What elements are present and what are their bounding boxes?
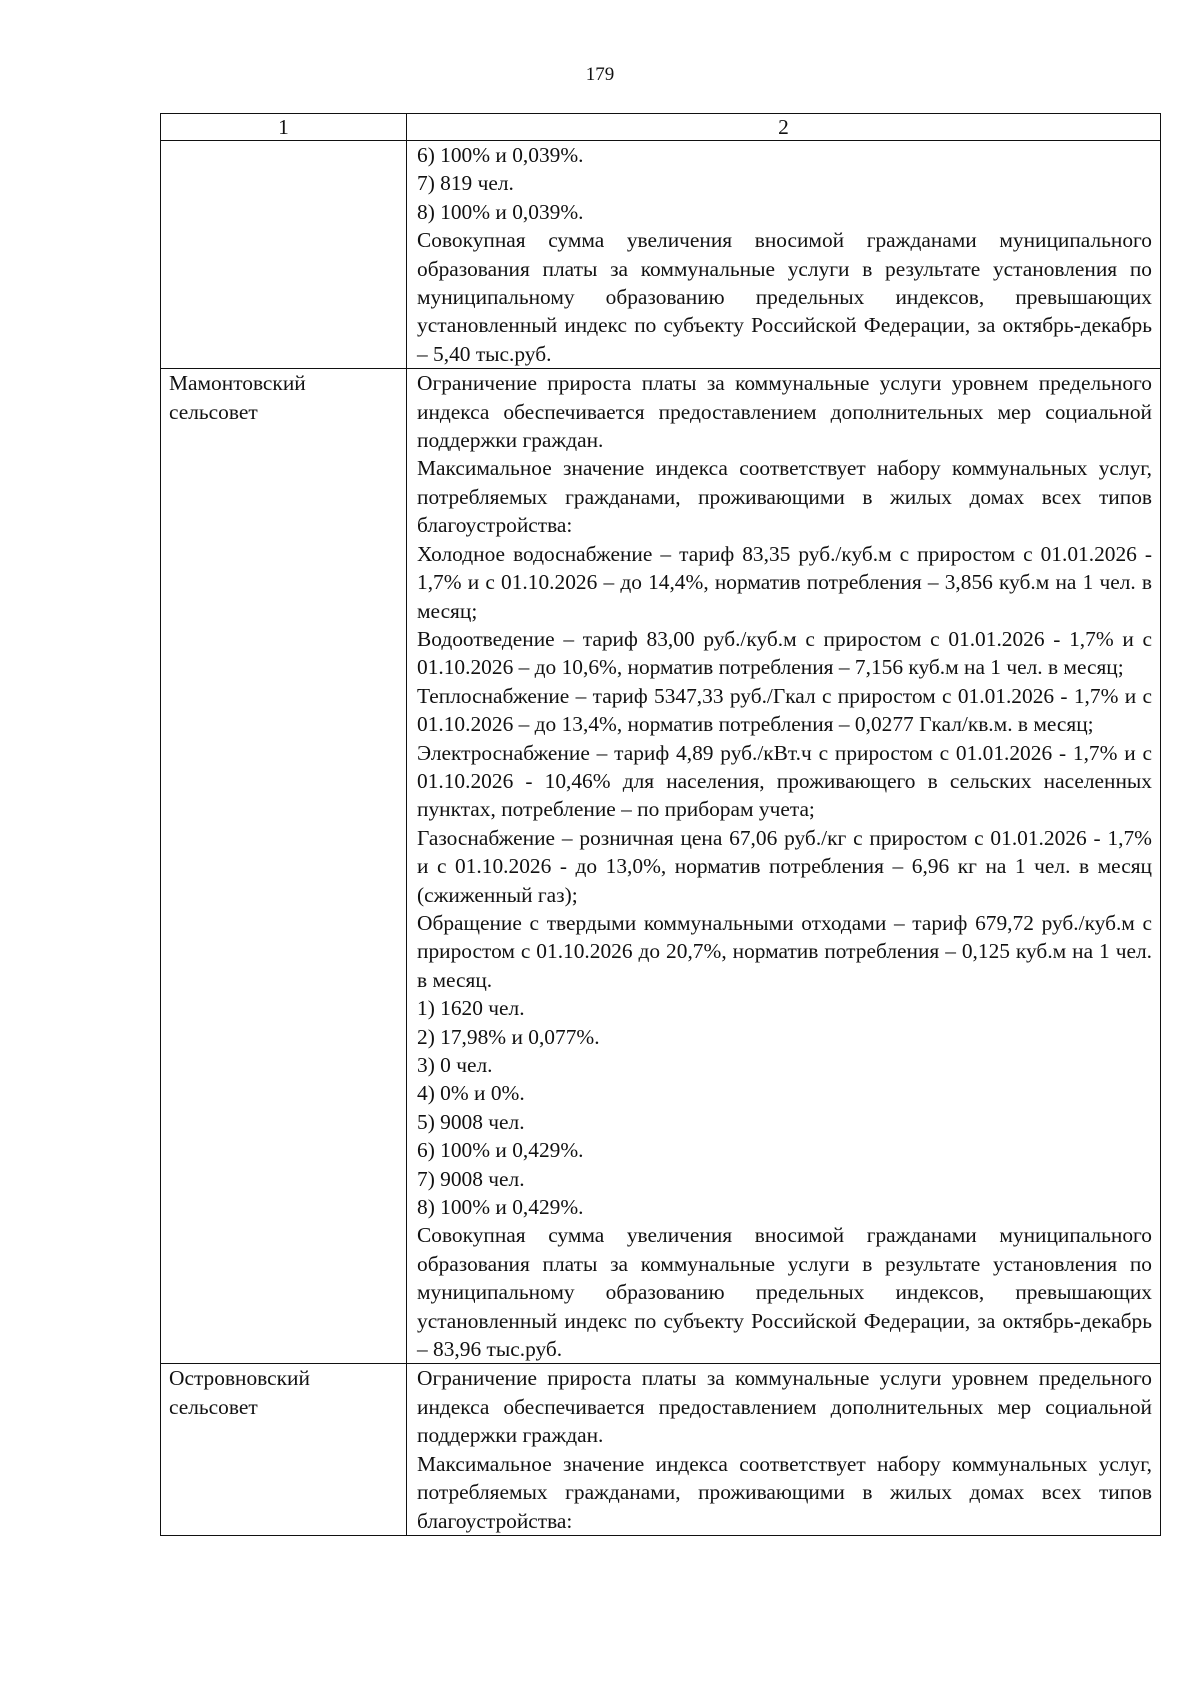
- text-paragraph: Обращение с твердыми коммунальными отходами – тариф 679,72 руб./куб.м с приростом с 01.10.2026 до 20,7%, норматив потребления – 0,125 куб.м на 1 чел. в месяц.: [417, 910, 1152, 992]
- text-paragraph: Совокупная сумма увеличения вносимой гражданами муниципального образования платы за коммунальные услуги в результате установления по муниципальному образованию предельных индексов, превышающих установленный индекс по субъекту Российской Федерации, за октябрь-декабрь – 83,96 тыс.руб.: [417, 1223, 1152, 1362]
- page-number: 179: [585, 64, 615, 85]
- municipality-name: [161, 141, 407, 369]
- text-line: 4) 0% и 0%.: [417, 1081, 525, 1106]
- text-paragraph: Совокупная сумма увеличения вносимой гражданами муниципального образования платы за коммунальные услуги в результате установления по муниципальному образованию предельных индексов, превышающих установленный индекс по субъекту Российской Федерации, за октябрь-декабрь – 5,40 тыс.руб.: [417, 228, 1152, 366]
- municipality-name: Островновский сельсовет: [161, 1364, 407, 1535]
- column-header-1: 1: [161, 114, 407, 141]
- text-paragraph: Газоснабжение – розничная цена 67,06 руб./кг с приростом с 01.01.2026 - 1,7% и с 01.10.2026 - до 13,0%, норматив потребления – 6,96 кг на 1 чел. в месяц (сжиженный газ);: [417, 825, 1152, 907]
- text-paragraph: Теплоснабжение – тариф 5347,33 руб./Гкал с приростом с 01.01.2026 - 1,7% и с 01.10.2026 – до 13,4%, норматив потребления – 0,0277 Гкал/кв.м. в месяц;: [417, 683, 1152, 737]
- document-table: [160, 113, 1161, 1536]
- text-line: 7) 9008 чел.: [417, 1166, 525, 1191]
- text-paragraph: Максимальное значение индекса соответствует набору коммунальных услуг, потребляемых гражданами, проживающими в жилых домах всех типов благоустройства:: [417, 456, 1152, 538]
- text-line: 7) 819 чел.: [417, 171, 514, 196]
- table-header-row: [161, 114, 1161, 141]
- table-row: [161, 369, 1161, 1364]
- municipality-description: [407, 369, 1161, 1364]
- text-line: 8) 100% и 0,429%.: [417, 1195, 584, 1220]
- text-paragraph: Холодное водоснабжение – тариф 83,35 руб./куб.м с приростом с 01.01.2026 - 1,7% и с 01.10.2026 – до 14,4%, норматив потребления – 3,856 куб.м на 1 чел. в месяц;: [417, 541, 1152, 623]
- text-paragraph: Ограничение прироста платы за коммунальные услуги уровнем предельного индекса обеспечивается предоставлением дополнительных мер социальной поддержки граждан.: [417, 371, 1152, 453]
- column-header-2: 2: [407, 114, 1161, 141]
- municipality-description: [407, 141, 1161, 369]
- text-line: 6) 100% и 0,039%.: [417, 143, 584, 167]
- municipality-name: Мамонтовский сельсовет: [161, 369, 407, 1364]
- text-paragraph: Ограничение прироста платы за коммунальные услуги уровнем предельного индекса обеспечивается предоставлением дополнительных мер социальной поддержки граждан.: [417, 1366, 1152, 1448]
- text-line: 3) 0 чел.: [417, 1053, 493, 1077]
- table-row: [161, 1364, 1161, 1535]
- text-paragraph: Водоотведение – тариф 83,00 руб./куб.м с приростом с 01.01.2026 - 1,7% и с 01.10.2026 – до 10,6%, норматив потребления – 7,156 куб.м на 1 чел. в месяц;: [417, 626, 1152, 680]
- table-row: [161, 141, 1161, 369]
- text-line: 6) 100% и 0,429%.: [417, 1138, 584, 1163]
- text-line: 1) 1620 чел.: [417, 996, 525, 1021]
- text-line: 5) 9008 чел.: [417, 1109, 525, 1134]
- text-paragraph: Максимальное значение индекса соответствует набору коммунальных услуг, потребляемых гражданами, проживающими в жилых домах всех типов благоустройства:: [417, 1451, 1152, 1533]
- municipality-description: [407, 1364, 1161, 1535]
- text-line: 8) 100% и 0,039%.: [417, 199, 584, 224]
- text-paragraph: Электроснабжение – тариф 4,89 руб./кВт.ч с приростом с 01.01.2026 - 1,7% и с 01.10.2026 - 10,46% для населения, проживающего в сельских населенных пунктах, потребление – по приборам учета;: [417, 740, 1152, 822]
- text-line: 2) 17,98% и 0,077%.: [417, 1024, 600, 1049]
